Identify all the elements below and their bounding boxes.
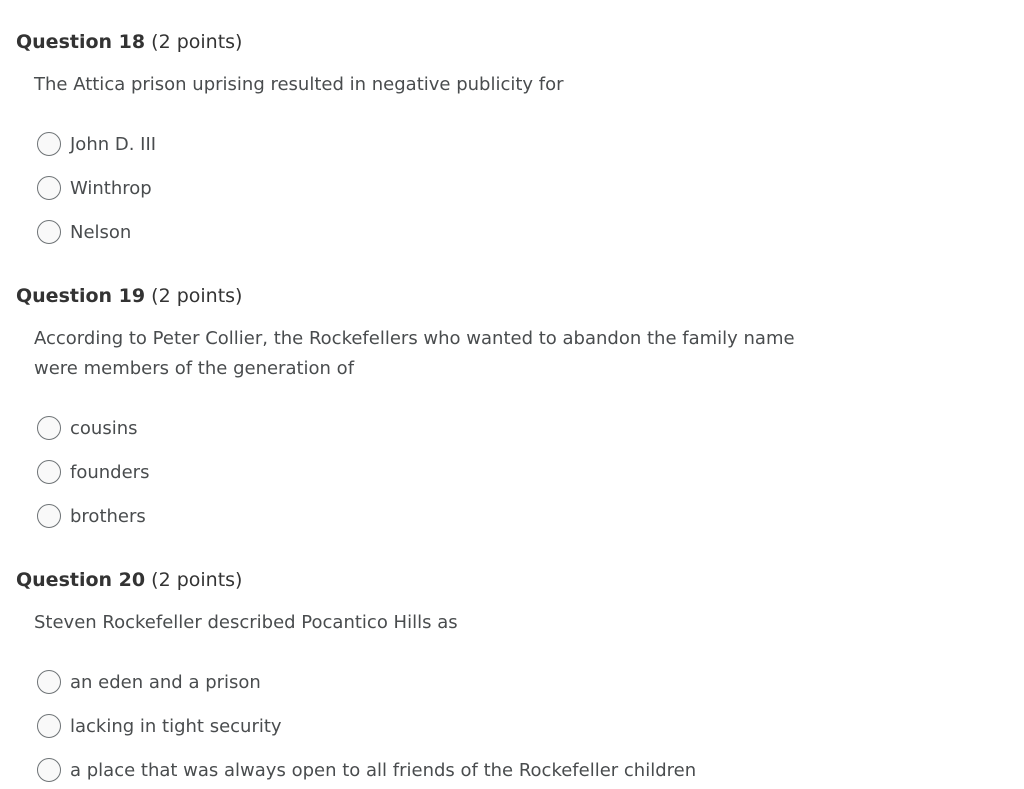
answer-option-label: John D. III xyxy=(70,133,157,155)
question-text: The Attica prison uprising resulted in negative publicity for xyxy=(34,74,564,95)
question-number: Question 19 xyxy=(16,285,146,307)
question-header xyxy=(16,284,242,308)
radio-button[interactable] xyxy=(37,416,61,440)
radio-button[interactable] xyxy=(37,132,61,156)
radio-button[interactable] xyxy=(37,504,61,528)
radio-button[interactable] xyxy=(37,758,61,782)
question-header xyxy=(16,568,242,592)
question-text: Steven Rockefeller described Pocantico Hills as xyxy=(34,612,458,633)
answer-option-label: brothers xyxy=(70,505,146,527)
question-number: Question 18 xyxy=(16,31,146,53)
question-points: (2 points) xyxy=(151,569,243,591)
answer-option[interactable] xyxy=(37,712,282,740)
question-text: According to Peter Collier, the Rockefellers who wanted to abandon the family name were members of the generation of xyxy=(34,328,795,379)
answer-option-label: a place that was always open to all friends of the Rockefeller children xyxy=(70,759,697,781)
answer-option[interactable] xyxy=(37,414,137,442)
radio-button[interactable] xyxy=(37,220,61,244)
answer-option-label: founders xyxy=(70,461,150,483)
answer-option[interactable] xyxy=(37,458,149,486)
answer-option-label: an eden and a prison xyxy=(70,671,261,693)
answer-option-label: Nelson xyxy=(70,221,132,243)
radio-button[interactable] xyxy=(37,460,61,484)
answer-option[interactable] xyxy=(37,218,131,246)
question-points: (2 points) xyxy=(151,31,243,53)
answer-option-label: Winthrop xyxy=(70,177,152,199)
answer-option-label: cousins xyxy=(70,417,138,439)
answer-option[interactable] xyxy=(37,502,146,530)
answer-option[interactable] xyxy=(37,130,156,158)
question-number: Question 20 xyxy=(16,569,146,591)
answer-option[interactable] xyxy=(37,756,696,784)
question-header xyxy=(16,30,242,54)
question-points: (2 points) xyxy=(151,285,243,307)
radio-button[interactable] xyxy=(37,714,61,738)
answer-option-label: lacking in tight security xyxy=(70,715,282,737)
answer-option[interactable] xyxy=(37,174,152,202)
radio-button[interactable] xyxy=(37,670,61,694)
answer-option[interactable] xyxy=(37,668,261,696)
radio-button[interactable] xyxy=(37,176,61,200)
